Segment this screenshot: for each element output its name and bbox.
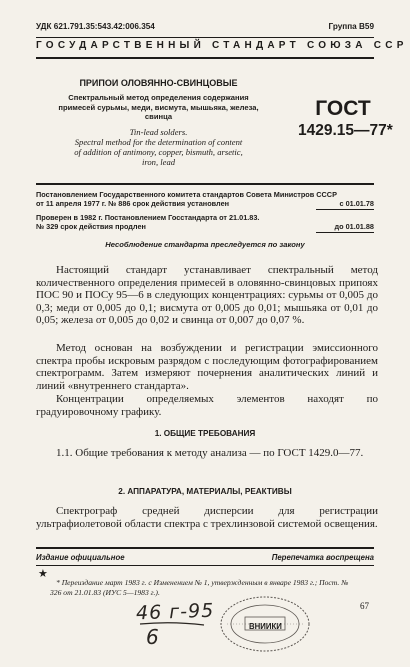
english-title-line: iron, lead [141, 156, 176, 167]
stamp-text: ВНИИКИ [249, 622, 282, 631]
edition-label: Издание официальное [36, 553, 125, 562]
intro-paragraph: Настоящий стандарт устанавливает спектральный метод количественного определения примесей в оловянно-свинцовых припоях ПОС 90 и ПОСу 95—6 в следующих концентрациях: сурьмы от 0,005 до 0,3; меди от 0,005 до 0,1; висмута от 0,005 до 0,01; мышьяка от 0,01 до 0,05; железа от 0,005 до 0,02 и свинца от 0,007 до 0,07 %. [36, 264, 378, 327]
standard-title: ПРИПОИ ОЛОВЯННО-СВИНЦОВЫЕ [79, 78, 238, 88]
subtitle-line: свинца [144, 112, 173, 121]
english-title-line: of addition of antimony, copper, bismuth, arsetic, [74, 146, 243, 157]
handwritten-number: 6 [146, 625, 159, 649]
star-icon: ★ [38, 568, 48, 580]
divider-title [36, 183, 374, 185]
decree-line [36, 199, 374, 208]
date-underline [316, 209, 374, 210]
divider-top [36, 37, 374, 38]
top-header [36, 22, 374, 34]
title-block [36, 78, 281, 167]
state-standard-banner: ГОСУДАРСТВЕННЫЙ СТАНДАРТ СОЮЗА ССР [36, 40, 408, 51]
english-title-line: Spectral method for the determination of content [74, 136, 243, 147]
reprint-label: Перепечатка воспрещена [271, 553, 374, 562]
subtitle-line: примесей сурьмы, меди, висмута, мышьяка, железа, [58, 102, 259, 112]
decree-block [36, 190, 374, 232]
decree-line: Проверен в 1982 г. Постановлением Госстандарта от 21.01.83. [36, 212, 260, 222]
divider-footer [36, 547, 374, 549]
subtitle-line: Спектральный метод определения содержания [68, 93, 249, 102]
reissue-footnote: * Переиздание март 1983 г. с Изменением № 1, утвержденным в январе 1983 г.; Пост. № 326 от 21.01.83 (ИУС 5—1983 г.). [50, 578, 349, 597]
udk-code: УДК 621.791.35:543.42:006.354 [36, 22, 155, 31]
english-title [36, 127, 281, 167]
section-heading: 1. ОБЩИЕ ТРЕБОВАНИЯ [154, 429, 256, 438]
page-number: 67 [360, 601, 369, 611]
handwritten-note: 46 г-95 [135, 599, 215, 625]
prosecution-notice: Несоблюдение стандарта преследуется по закону [105, 240, 305, 249]
gost-number: 1429.15—77* [298, 122, 393, 139]
date-underline [316, 232, 374, 233]
divider-footer-bottom [36, 565, 374, 566]
decree-text: от 11 апреля 1977 г. № 886 срок действия установлен [36, 199, 230, 209]
standard-subtitle [36, 93, 281, 122]
english-title-line: Tin-lead solders. [129, 126, 188, 137]
intro-paragraph: Концентрации определяемых элементов находят по градуировочному графику. [36, 393, 378, 418]
gost-name: ГОСТ [315, 97, 371, 120]
intro-paragraph: Метод основан на возбуждении и регистрации эмиссионного спектра пробы искровым разрядом с последующим фотографированием спектрограмм. Затем измеряют почернения аналитических линий и линий «внутреннего стандарта». [36, 342, 378, 392]
gost-designation [298, 97, 393, 142]
section-paragraph: Спектрограф средней дисперсии для регистрации ультрафиолетовой области спектра с трехлинзовой системой освещения. [36, 505, 378, 530]
decree-text: № 329 срок действия продлен [36, 222, 146, 232]
section-heading: 2. АППАРАТУРА, МАТЕРИАЛЫ, РЕАКТИВЫ [118, 487, 292, 496]
group-code: Группа В59 [328, 22, 374, 31]
decree-line [36, 222, 374, 231]
decree-line: Постановлением Государственного комитета стандартов Совета Министров СССР [36, 190, 337, 199]
decree-date: с 01.01.78 [339, 199, 374, 209]
divider-banner [36, 57, 374, 59]
footer-line [36, 553, 374, 564]
section-paragraph: 1.1. Общие требования к методу анализа — по ГОСТ 1429.0—77. [56, 447, 364, 459]
decree-date: до 01.01.88 [334, 222, 374, 232]
